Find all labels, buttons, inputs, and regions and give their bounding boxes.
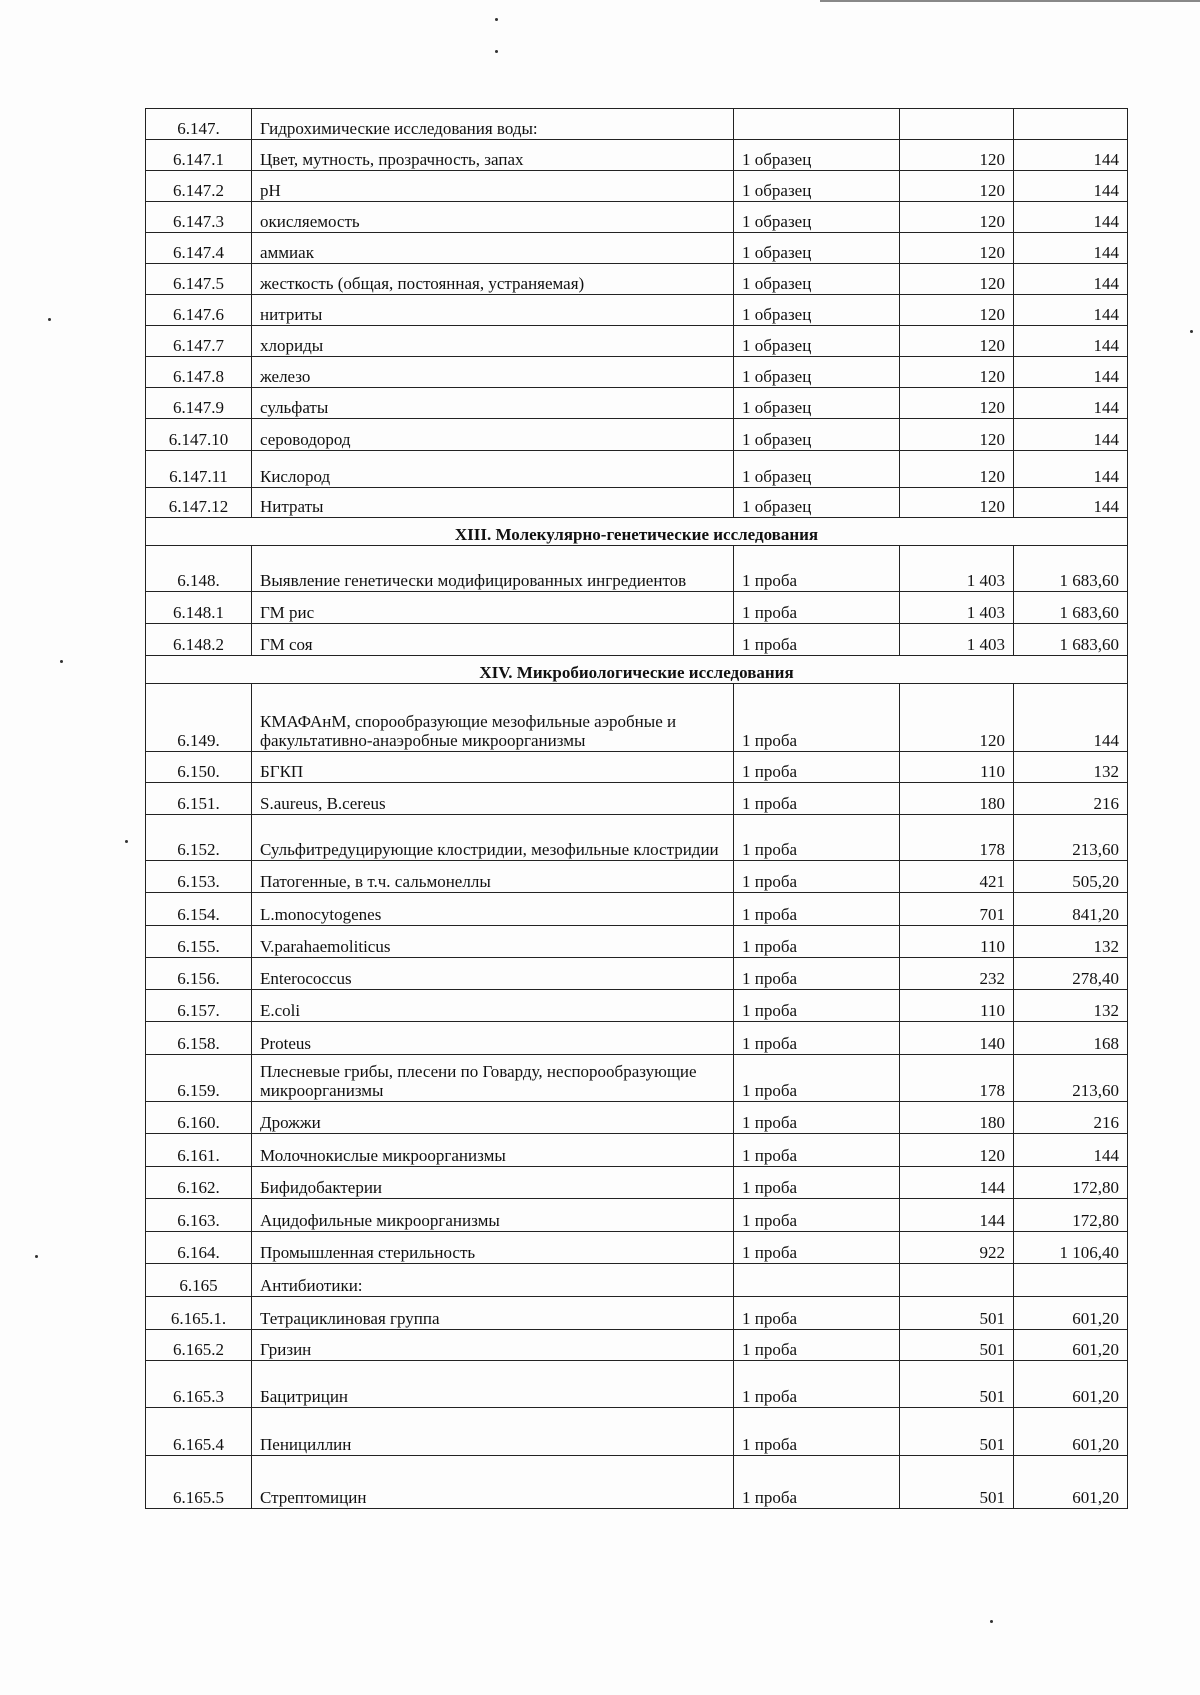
table-row [146, 893, 1128, 926]
scan-edge-line [820, 0, 1200, 2]
item-number-cell: 6.156. [146, 958, 252, 990]
table-row [146, 926, 1128, 958]
unit-cell: 1 образец [734, 264, 900, 295]
price-with-vat-cell: 144 [1014, 1134, 1128, 1167]
unit-cell: 1 проба [734, 1456, 900, 1509]
price-with-vat-cell: 213,60 [1014, 815, 1128, 861]
table-row [146, 624, 1128, 656]
service-name-cell: S.aureus, B.cereus [252, 783, 734, 815]
service-name-cell: Цвет, мутность, прозрачность, запах [252, 140, 734, 171]
unit-cell: 1 проба [734, 958, 900, 990]
unit-cell: 1 образец [734, 451, 900, 488]
item-number-cell: 6.147.11 [146, 451, 252, 488]
price-without-vat-cell: 1 403 [900, 592, 1014, 624]
price-with-vat-cell: 144 [1014, 140, 1128, 171]
table-row [146, 1264, 1128, 1297]
price-with-vat-cell: 601,20 [1014, 1361, 1128, 1408]
price-with-vat-cell: 144 [1014, 488, 1128, 518]
price-with-vat-cell: 601,20 [1014, 1330, 1128, 1361]
item-number-cell: 6.164. [146, 1232, 252, 1264]
unit-cell: 1 проба [734, 1055, 900, 1102]
table-row [146, 202, 1128, 233]
section-header-row [146, 518, 1128, 546]
item-number-cell: 6.147.3 [146, 202, 252, 233]
unit-cell: 1 образец [734, 488, 900, 518]
item-number-cell: 6.158. [146, 1022, 252, 1055]
price-with-vat-cell: 1 683,60 [1014, 546, 1128, 592]
table-row [146, 388, 1128, 419]
service-name-cell: БГКП [252, 752, 734, 783]
price-without-vat-cell [900, 109, 1014, 140]
service-name-cell: сероводород [252, 419, 734, 451]
price-without-vat-cell: 701 [900, 893, 1014, 926]
item-number-cell: 6.148.1 [146, 592, 252, 624]
item-number-cell: 6.147.4 [146, 233, 252, 264]
unit-cell: 1 проба [734, 815, 900, 861]
service-name-cell: Выявление генетически модифицированных ингредиентов [252, 546, 734, 592]
table-row [146, 1055, 1128, 1102]
price-with-vat-cell: 601,20 [1014, 1456, 1128, 1509]
item-number-cell: 6.165.4 [146, 1408, 252, 1456]
item-number-cell: 6.165.2 [146, 1330, 252, 1361]
unit-cell [734, 109, 900, 140]
price-with-vat-cell: 601,20 [1014, 1297, 1128, 1330]
item-number-cell: 6.151. [146, 783, 252, 815]
price-with-vat-cell: 168 [1014, 1022, 1128, 1055]
item-number-cell: 6.149. [146, 684, 252, 752]
service-name-cell: сульфаты [252, 388, 734, 419]
price-with-vat-cell: 144 [1014, 202, 1128, 233]
unit-cell: 1 проба [734, 1199, 900, 1232]
price-without-vat-cell: 120 [900, 1134, 1014, 1167]
scan-speck [60, 660, 63, 663]
service-name-cell: хлориды [252, 326, 734, 357]
service-name-cell: Промышленная стерильность [252, 1232, 734, 1264]
unit-cell: 1 проба [734, 1134, 900, 1167]
price-without-vat-cell: 120 [900, 171, 1014, 202]
table-row [146, 451, 1128, 488]
table-row [146, 1102, 1128, 1134]
item-number-cell: 6.160. [146, 1102, 252, 1134]
unit-cell: 1 проба [734, 1167, 900, 1199]
item-number-cell: 6.147.8 [146, 357, 252, 388]
price-without-vat-cell: 1 403 [900, 624, 1014, 656]
table-row [146, 1199, 1128, 1232]
table-row [146, 1297, 1128, 1330]
price-without-vat-cell: 421 [900, 861, 1014, 893]
table-row [146, 1134, 1128, 1167]
service-name-cell: железо [252, 357, 734, 388]
price-without-vat-cell: 180 [900, 783, 1014, 815]
table-row [146, 684, 1128, 752]
price-with-vat-cell: 1 683,60 [1014, 624, 1128, 656]
item-number-cell: 6.162. [146, 1167, 252, 1199]
scan-speck [495, 50, 498, 53]
price-with-vat-cell: 132 [1014, 990, 1128, 1022]
table-row [146, 1022, 1128, 1055]
service-name-cell: Бифидобактерии [252, 1167, 734, 1199]
price-with-vat-cell: 144 [1014, 419, 1128, 451]
price-without-vat-cell: 140 [900, 1022, 1014, 1055]
item-number-cell: 6.165 [146, 1264, 252, 1297]
unit-cell: 1 проба [734, 1022, 900, 1055]
price-without-vat-cell: 120 [900, 264, 1014, 295]
table-row [146, 326, 1128, 357]
service-name-cell: Плесневые грибы, плесени по Говарду, неспорообразующие микроорганизмы [252, 1055, 734, 1102]
unit-cell: 1 образец [734, 419, 900, 451]
price-without-vat-cell [900, 1264, 1014, 1297]
unit-cell: 1 образец [734, 295, 900, 326]
service-name-cell: Ацидофильные микроорганизмы [252, 1199, 734, 1232]
unit-cell [734, 1264, 900, 1297]
service-name-cell: ГМ рис [252, 592, 734, 624]
service-name-cell: V.parahaemoliticus [252, 926, 734, 958]
price-with-vat-cell: 144 [1014, 295, 1128, 326]
price-with-vat-cell: 1 683,60 [1014, 592, 1128, 624]
price-without-vat-cell: 178 [900, 1055, 1014, 1102]
table-row [146, 546, 1128, 592]
service-name-cell: pH [252, 171, 734, 202]
item-number-cell: 6.147.1 [146, 140, 252, 171]
price-without-vat-cell: 120 [900, 357, 1014, 388]
section-header-row [146, 656, 1128, 684]
item-number-cell: 6.147.7 [146, 326, 252, 357]
price-with-vat-cell: 132 [1014, 752, 1128, 783]
table-row [146, 815, 1128, 861]
item-number-cell: 6.163. [146, 1199, 252, 1232]
table-row [146, 752, 1128, 783]
service-name-cell: жесткость (общая, постоянная, устраняемая) [252, 264, 734, 295]
price-without-vat-cell: 501 [900, 1408, 1014, 1456]
service-name-cell: Патогенные, в т.ч. сальмонеллы [252, 861, 734, 893]
unit-cell: 1 проба [734, 1102, 900, 1134]
unit-cell: 1 проба [734, 926, 900, 958]
price-without-vat-cell: 120 [900, 451, 1014, 488]
table-row [146, 109, 1128, 140]
unit-cell: 1 проба [734, 893, 900, 926]
scan-speck [48, 318, 51, 321]
item-number-cell: 6.165.1. [146, 1297, 252, 1330]
unit-cell: 1 проба [734, 861, 900, 893]
unit-cell: 1 образец [734, 171, 900, 202]
price-without-vat-cell: 120 [900, 233, 1014, 264]
price-without-vat-cell: 501 [900, 1456, 1014, 1509]
unit-cell: 1 проба [734, 990, 900, 1022]
price-without-vat-cell: 120 [900, 202, 1014, 233]
table-row [146, 357, 1128, 388]
price-without-vat-cell: 144 [900, 1199, 1014, 1232]
service-name-cell: Сульфитредуцирующие клостридии, мезофильные клостридии [252, 815, 734, 861]
unit-cell: 1 образец [734, 202, 900, 233]
scan-speck [125, 840, 128, 843]
table-row [146, 783, 1128, 815]
item-number-cell: 6.152. [146, 815, 252, 861]
price-without-vat-cell: 120 [900, 684, 1014, 752]
price-with-vat-cell: 144 [1014, 388, 1128, 419]
unit-cell: 1 образец [734, 388, 900, 419]
table-row [146, 488, 1128, 518]
section-title: XIII. Молекулярно-генетические исследования [146, 518, 1128, 546]
service-name-cell: нитриты [252, 295, 734, 326]
unit-cell: 1 проба [734, 1232, 900, 1264]
item-number-cell: 6.147.2 [146, 171, 252, 202]
price-list-table [145, 108, 1128, 1509]
unit-cell: 1 проба [734, 592, 900, 624]
service-name-cell: Молочнокислые микроорганизмы [252, 1134, 734, 1167]
table-row [146, 264, 1128, 295]
scan-speck [990, 1620, 993, 1623]
service-name-cell: аммиак [252, 233, 734, 264]
table-row [146, 171, 1128, 202]
price-list-body [146, 109, 1128, 1509]
service-name-cell: Тетрациклиновая группа [252, 1297, 734, 1330]
service-name-cell: Гидрохимические исследования воды: [252, 109, 734, 140]
unit-cell: 1 проба [734, 1361, 900, 1408]
service-name-cell: КМАФАнМ, спорообразующие мезофильные аэробные и факультативно-анаэробные микроорганизмы [252, 684, 734, 752]
price-without-vat-cell: 110 [900, 990, 1014, 1022]
item-number-cell: 6.147.12 [146, 488, 252, 518]
table-row [146, 1408, 1128, 1456]
unit-cell: 1 проба [734, 684, 900, 752]
service-name-cell: Дрожжи [252, 1102, 734, 1134]
service-name-cell: L.monocytogenes [252, 893, 734, 926]
item-number-cell: 6.153. [146, 861, 252, 893]
scan-speck [495, 18, 498, 21]
price-without-vat-cell: 120 [900, 295, 1014, 326]
price-with-vat-cell: 144 [1014, 264, 1128, 295]
unit-cell: 1 образец [734, 357, 900, 388]
price-with-vat-cell: 601,20 [1014, 1408, 1128, 1456]
service-name-cell: ГМ соя [252, 624, 734, 656]
service-name-cell: окисляемость [252, 202, 734, 233]
item-number-cell: 6.165.3 [146, 1361, 252, 1408]
price-with-vat-cell: 144 [1014, 233, 1128, 264]
price-without-vat-cell: 144 [900, 1167, 1014, 1199]
table-row [146, 1167, 1128, 1199]
price-without-vat-cell: 501 [900, 1297, 1014, 1330]
service-name-cell: Бацитрицин [252, 1361, 734, 1408]
item-number-cell: 6.150. [146, 752, 252, 783]
price-without-vat-cell: 501 [900, 1361, 1014, 1408]
price-without-vat-cell: 120 [900, 388, 1014, 419]
item-number-cell: 6.147.6 [146, 295, 252, 326]
service-name-cell: Стрептомицин [252, 1456, 734, 1509]
price-with-vat-cell: 144 [1014, 357, 1128, 388]
price-without-vat-cell: 501 [900, 1330, 1014, 1361]
table-row [146, 958, 1128, 990]
price-without-vat-cell: 1 403 [900, 546, 1014, 592]
price-with-vat-cell: 505,20 [1014, 861, 1128, 893]
price-with-vat-cell: 144 [1014, 171, 1128, 202]
item-number-cell: 6.154. [146, 893, 252, 926]
item-number-cell: 6.159. [146, 1055, 252, 1102]
service-name-cell: Антибиотики: [252, 1264, 734, 1297]
price-without-vat-cell: 110 [900, 752, 1014, 783]
item-number-cell: 6.147.10 [146, 419, 252, 451]
item-number-cell: 6.157. [146, 990, 252, 1022]
unit-cell: 1 образец [734, 140, 900, 171]
price-with-vat-cell: 144 [1014, 684, 1128, 752]
scan-speck [1190, 330, 1193, 333]
item-number-cell: 6.161. [146, 1134, 252, 1167]
unit-cell: 1 образец [734, 326, 900, 357]
section-title: XIV. Микробиологические исследования [146, 656, 1128, 684]
price-without-vat-cell: 232 [900, 958, 1014, 990]
unit-cell: 1 проба [734, 624, 900, 656]
price-without-vat-cell: 120 [900, 419, 1014, 451]
price-with-vat-cell: 132 [1014, 926, 1128, 958]
price-with-vat-cell [1014, 109, 1128, 140]
price-without-vat-cell: 922 [900, 1232, 1014, 1264]
price-with-vat-cell: 1 106,40 [1014, 1232, 1128, 1264]
unit-cell: 1 проба [734, 1330, 900, 1361]
table-row [146, 861, 1128, 893]
item-number-cell: 6.155. [146, 926, 252, 958]
table-row [146, 1456, 1128, 1509]
unit-cell: 1 образец [734, 233, 900, 264]
service-name-cell: E.coli [252, 990, 734, 1022]
price-without-vat-cell: 110 [900, 926, 1014, 958]
price-with-vat-cell: 144 [1014, 451, 1128, 488]
item-number-cell: 6.147.5 [146, 264, 252, 295]
unit-cell: 1 проба [734, 546, 900, 592]
item-number-cell: 6.147. [146, 109, 252, 140]
item-number-cell: 6.165.5 [146, 1456, 252, 1509]
price-with-vat-cell: 841,20 [1014, 893, 1128, 926]
table-row [146, 592, 1128, 624]
price-with-vat-cell: 278,40 [1014, 958, 1128, 990]
table-row [146, 233, 1128, 264]
table-row [146, 1361, 1128, 1408]
price-with-vat-cell: 144 [1014, 326, 1128, 357]
item-number-cell: 6.147.9 [146, 388, 252, 419]
unit-cell: 1 проба [734, 783, 900, 815]
price-with-vat-cell: 216 [1014, 1102, 1128, 1134]
unit-cell: 1 проба [734, 1297, 900, 1330]
service-name-cell: Кислород [252, 451, 734, 488]
table-row [146, 990, 1128, 1022]
price-with-vat-cell [1014, 1264, 1128, 1297]
price-with-vat-cell: 216 [1014, 783, 1128, 815]
price-with-vat-cell: 172,80 [1014, 1167, 1128, 1199]
service-name-cell: Proteus [252, 1022, 734, 1055]
service-name-cell: Enterococcus [252, 958, 734, 990]
unit-cell: 1 проба [734, 1408, 900, 1456]
table-row [146, 295, 1128, 326]
item-number-cell: 6.148. [146, 546, 252, 592]
service-name-cell: Пенициллин [252, 1408, 734, 1456]
price-with-vat-cell: 172,80 [1014, 1199, 1128, 1232]
item-number-cell: 6.148.2 [146, 624, 252, 656]
price-without-vat-cell: 120 [900, 488, 1014, 518]
price-without-vat-cell: 178 [900, 815, 1014, 861]
scan-speck [35, 1255, 38, 1258]
price-without-vat-cell: 120 [900, 140, 1014, 171]
service-name-cell: Гризин [252, 1330, 734, 1361]
price-without-vat-cell: 180 [900, 1102, 1014, 1134]
table-row [146, 1232, 1128, 1264]
table-row [146, 1330, 1128, 1361]
service-name-cell: Нитраты [252, 488, 734, 518]
table-row [146, 140, 1128, 171]
unit-cell: 1 проба [734, 752, 900, 783]
table-row [146, 419, 1128, 451]
price-without-vat-cell: 120 [900, 326, 1014, 357]
price-with-vat-cell: 213,60 [1014, 1055, 1128, 1102]
